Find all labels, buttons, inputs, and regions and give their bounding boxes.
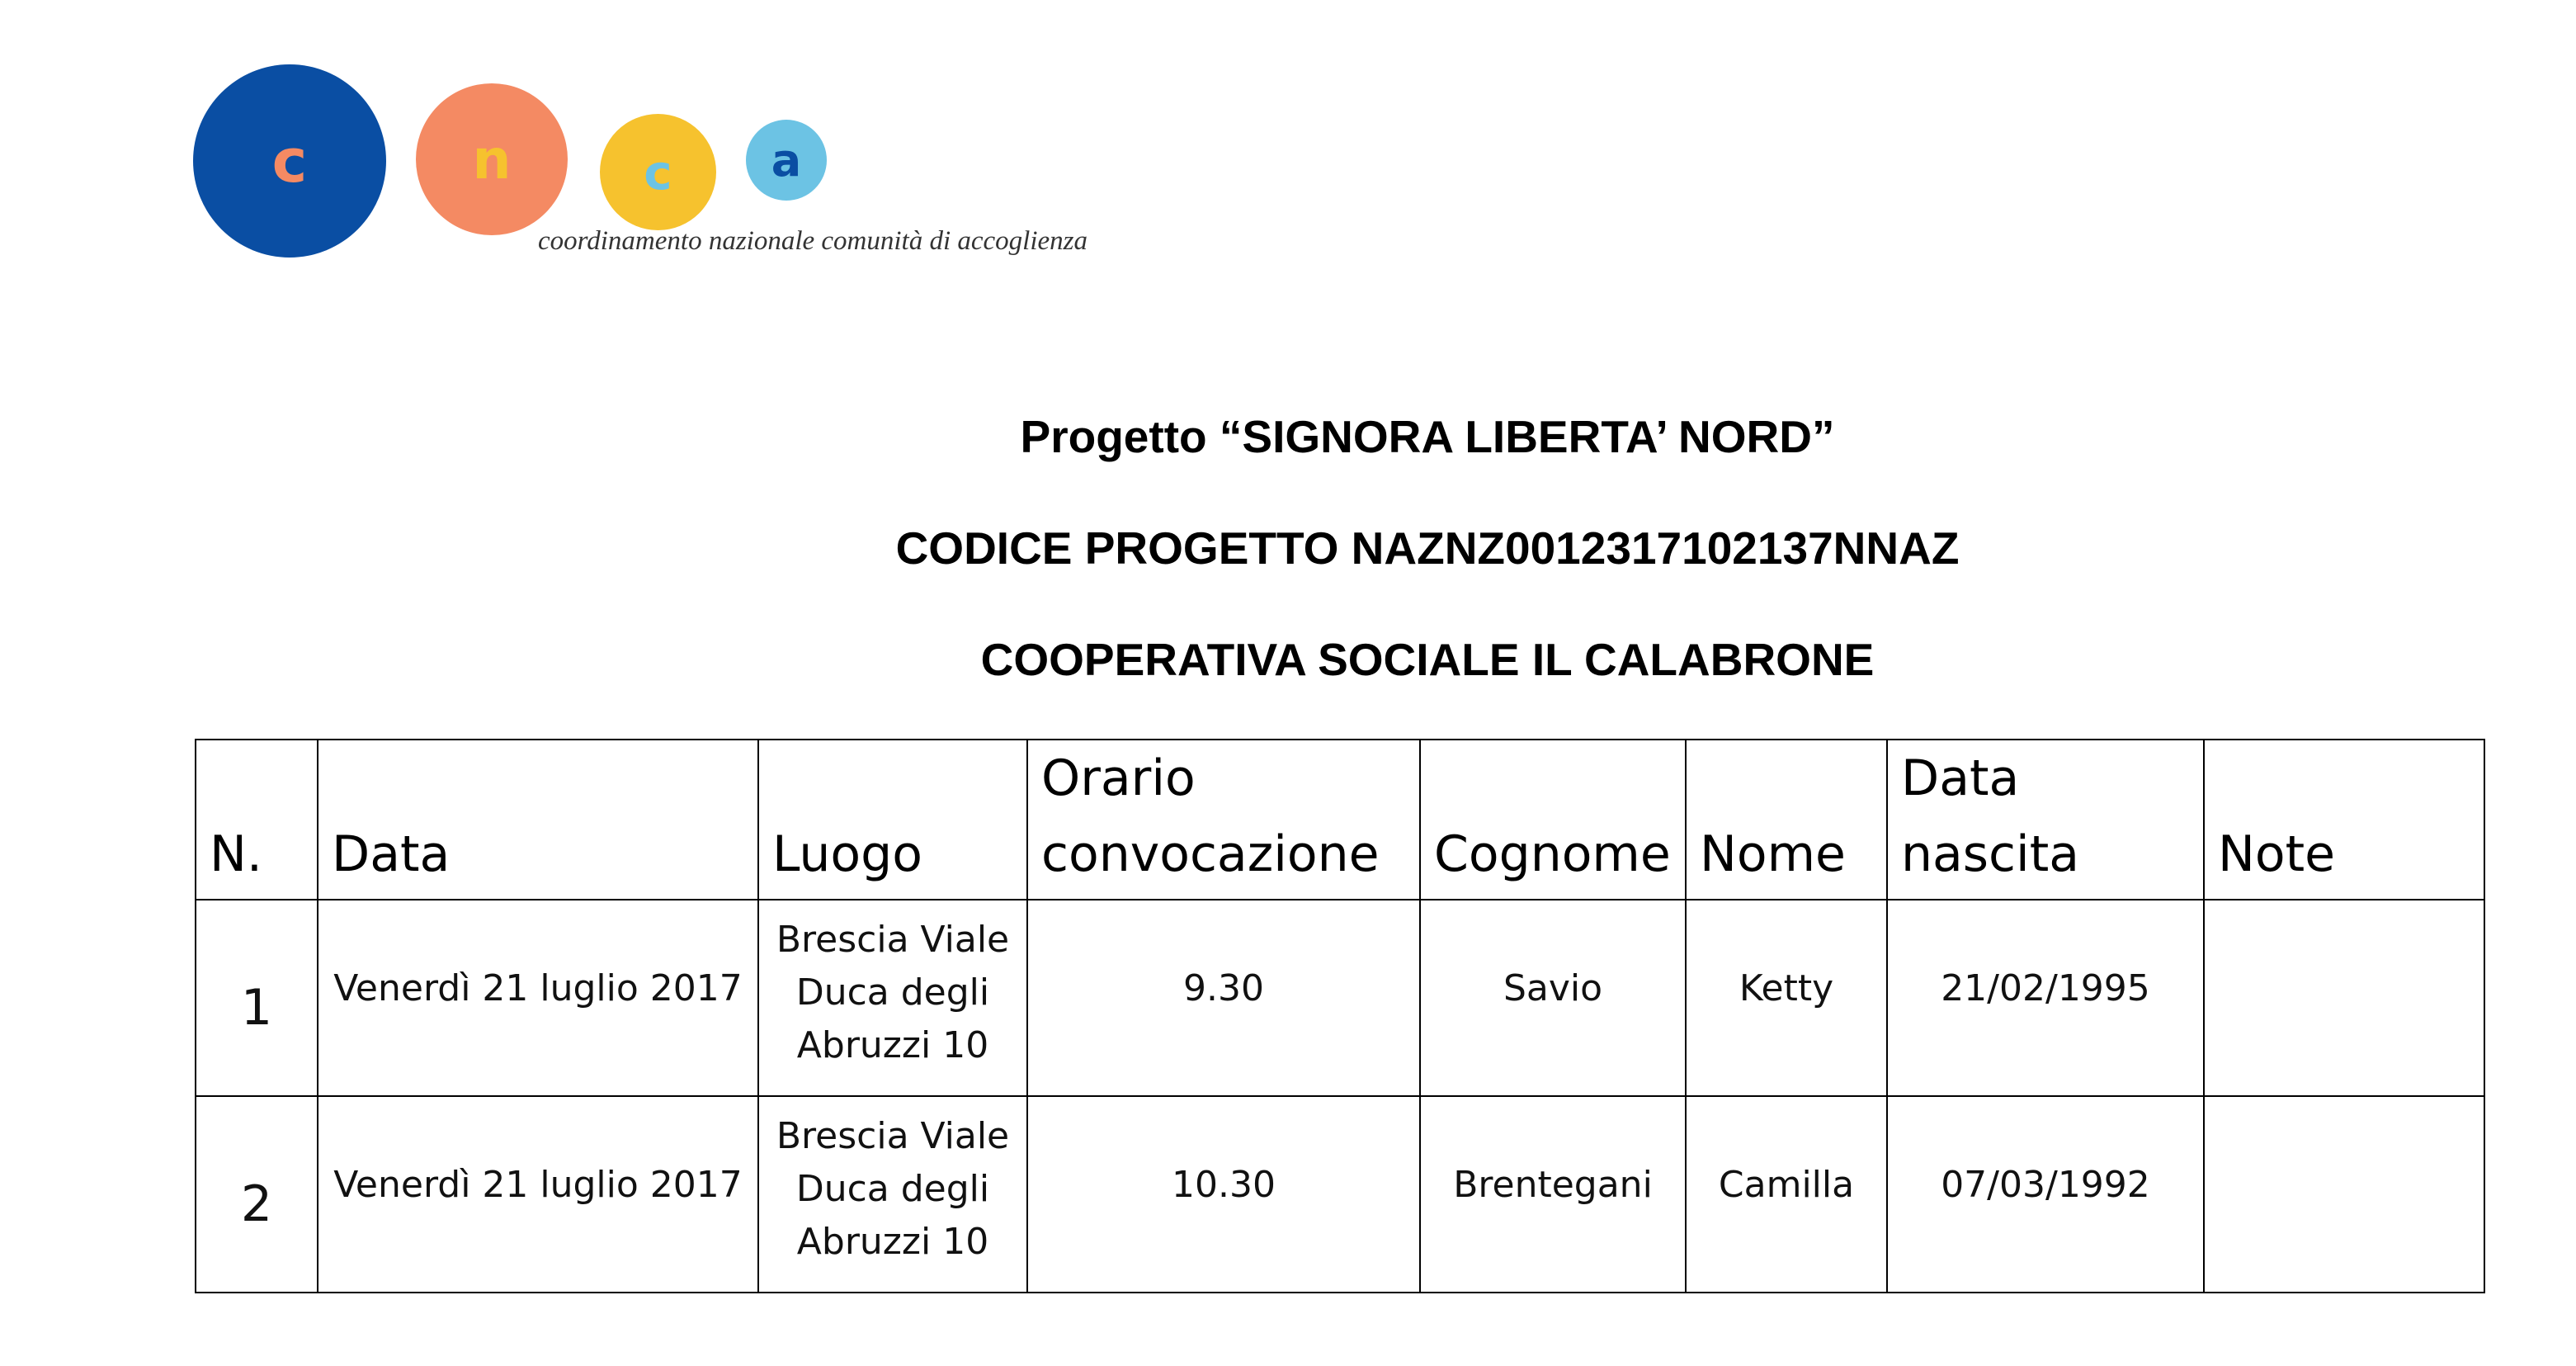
cell-nome: Camilla [1686, 1096, 1887, 1293]
cell-luogo: Brescia Viale Duca degli Abruzzi 10 [758, 900, 1027, 1096]
column-header-nome: Nome [1686, 740, 1887, 900]
column-header-n: N. [196, 740, 318, 900]
logo-letter: c [644, 144, 672, 201]
project-title: Progetto “SIGNORA LIBERTA’ NORD” [1020, 411, 1835, 462]
cell-note [2204, 900, 2484, 1096]
cell-orario: 9.30 [1027, 900, 1420, 1096]
column-header-luogo: Luogo [758, 740, 1027, 900]
cell-n: 2 [196, 1096, 318, 1293]
cell-note [2204, 1096, 2484, 1293]
cell-data-nascita: 21/02/1995 [1887, 900, 2204, 1096]
convocation-table [195, 739, 2485, 1293]
logo-letter: a [771, 134, 802, 187]
cell-orario: 10.30 [1027, 1096, 1420, 1293]
cell-luogo: Brescia Viale Duca degli Abruzzi 10 [758, 1096, 1027, 1293]
logo-tagline: coordinamento nazionale comunità di accoglienza [538, 226, 1088, 256]
logo-circle-n-orange [416, 83, 568, 235]
cell-data: Venerdì 21 luglio 2017 [318, 1096, 758, 1293]
cell-data: Venerdì 21 luglio 2017 [318, 900, 758, 1096]
logo-letter: c [271, 126, 308, 196]
logo-circle-a-lightblue [746, 120, 827, 201]
cell-cognome: Savio [1420, 900, 1686, 1096]
cell-data-nascita: 07/03/1992 [1887, 1096, 2204, 1293]
column-header-cognome: Cognome [1420, 740, 1686, 900]
project-code: CODICE PROGETTO NAZNZ0012317102137NNAZ [895, 522, 1960, 574]
logo-circle-c-yellow [600, 114, 716, 230]
table-row [196, 1096, 2484, 1293]
logo-letter: n [472, 127, 512, 191]
cell-cognome: Brentegani [1420, 1096, 1686, 1293]
column-header-note: Note [2204, 740, 2484, 900]
column-header-data: Data [318, 740, 758, 900]
logo-circle-c-blue [193, 64, 386, 258]
column-header-orario: Orario convocazione [1027, 740, 1420, 900]
cnca-logo [193, 63, 1200, 269]
cell-nome: Ketty [1686, 900, 1887, 1096]
table-header-row [196, 740, 2484, 900]
table-row [196, 900, 2484, 1096]
column-header-data-nascita: Data nascita [1887, 740, 2204, 900]
organization-name: COOPERATIVA SOCIALE IL CALABRONE [980, 634, 1875, 685]
cell-n: 1 [196, 900, 318, 1096]
